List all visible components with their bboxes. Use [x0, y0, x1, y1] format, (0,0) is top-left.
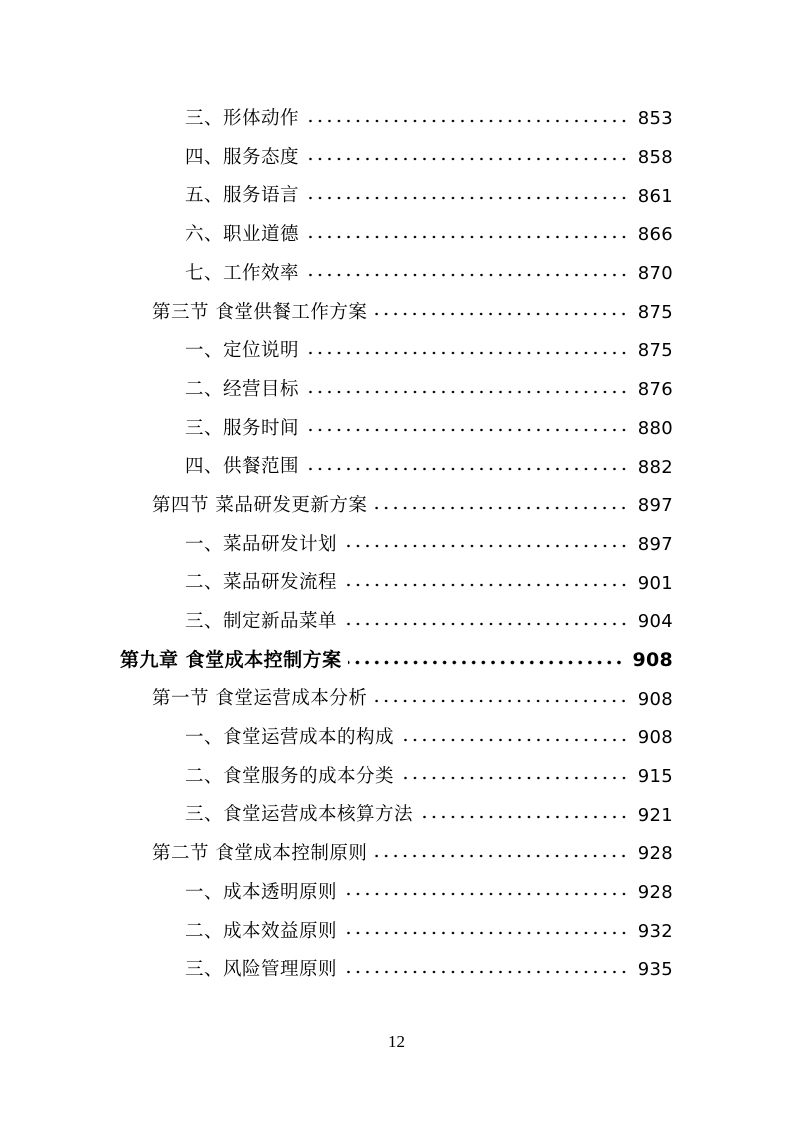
toc-entry-title: 二、菜品研发流程	[185, 572, 338, 594]
toc-entry-title: 六、职业道德	[185, 224, 300, 246]
toc-entry[interactable]	[0, 100, 793, 139]
toc-entry-page: 858	[637, 147, 673, 169]
toc-dot-leader	[373, 504, 628, 512]
toc-entry[interactable]	[0, 796, 793, 835]
toc-entry[interactable]	[0, 410, 793, 449]
toc-entry[interactable]	[0, 526, 793, 565]
toc-entry-page: 908	[632, 649, 673, 672]
toc-entry-title: 第二节 食堂成本控制原则	[152, 843, 368, 865]
toc-entry-page: 875	[637, 301, 673, 323]
toc-entry[interactable]	[0, 951, 793, 990]
toc-entry[interactable]	[0, 216, 793, 255]
toc-dot-leader	[343, 620, 629, 628]
toc-entry-page: 915	[637, 766, 673, 788]
toc-entry-page: 935	[637, 959, 673, 981]
toc-chapter-entry[interactable]	[0, 642, 793, 681]
toc-entry-title: 第一节 食堂运营成本分析	[152, 688, 368, 710]
toc-dot-leader	[400, 736, 629, 744]
toc-entry[interactable]	[0, 912, 793, 951]
toc-dot-leader	[305, 155, 629, 163]
toc-entry-title: 二、经营目标	[185, 378, 300, 400]
toc-entry-title: 三、风险管理原则	[185, 959, 338, 981]
toc-entry-title: 三、服务时间	[185, 417, 300, 439]
toc-entry[interactable]	[0, 448, 793, 487]
toc-section-entry[interactable]	[0, 835, 793, 874]
toc-entry[interactable]	[0, 255, 793, 294]
toc-entry-page: 861	[637, 185, 673, 207]
toc-entry-title: 一、定位说明	[185, 340, 300, 362]
toc-entry-title: 第四节 菜品研发更新方案	[152, 494, 368, 516]
toc-entry[interactable]	[0, 603, 793, 642]
toc-dot-leader	[305, 194, 629, 202]
toc-entry-title: 第九章 食堂成本控制方案	[120, 649, 342, 672]
toc-entry-page: 908	[637, 688, 673, 710]
toc-entry-page: 875	[637, 340, 673, 362]
toc-entry-page: 928	[637, 843, 673, 865]
toc-dot-leader	[343, 929, 629, 937]
toc-entry-title: 二、成本效益原则	[185, 920, 338, 942]
toc-entry[interactable]	[0, 758, 793, 797]
toc-entry-page: 897	[637, 495, 673, 517]
toc-entry[interactable]	[0, 139, 793, 178]
toc-entry[interactable]	[0, 177, 793, 216]
toc-dot-leader	[348, 658, 624, 666]
toc-entry-title: 第三节 食堂供餐工作方案	[152, 301, 368, 323]
toc-dot-leader	[343, 542, 629, 550]
toc-entry[interactable]	[0, 332, 793, 371]
toc-dot-leader	[373, 697, 628, 705]
toc-dot-leader	[400, 774, 629, 782]
toc-entry-title: 七、工作效率	[185, 262, 300, 284]
toc-entry[interactable]	[0, 874, 793, 913]
toc-dot-leader	[343, 890, 629, 898]
toc-entry-page: 932	[637, 920, 673, 942]
toc-dot-leader	[305, 465, 629, 473]
toc-section-entry[interactable]	[0, 680, 793, 719]
toc-entry-page: 928	[637, 882, 673, 904]
toc-entry-page: 853	[637, 108, 673, 130]
toc-dot-leader	[373, 852, 628, 860]
toc-entry-title: 四、供餐范围	[185, 456, 300, 478]
toc-entry-title: 一、成本透明原则	[185, 881, 338, 903]
toc-section-entry[interactable]	[0, 487, 793, 526]
toc-entry-page: 882	[637, 456, 673, 478]
toc-dot-leader	[343, 581, 629, 589]
toc-dot-leader	[305, 271, 629, 279]
toc-entry-page: 866	[637, 224, 673, 246]
toc-entry-page: 908	[637, 727, 673, 749]
toc-entry-title: 一、菜品研发计划	[185, 533, 338, 555]
toc-section-entry[interactable]	[0, 293, 793, 332]
toc-entry-title: 五、服务语言	[185, 185, 300, 207]
toc-entry-page: 901	[637, 572, 673, 594]
toc-entry-title: 二、食堂服务的成本分类	[185, 765, 395, 787]
toc-entry[interactable]	[0, 371, 793, 410]
toc-dot-leader	[305, 388, 629, 396]
toc-dot-leader	[343, 968, 629, 976]
toc-entry-title: 三、制定新品菜单	[185, 611, 338, 633]
toc-dot-leader	[305, 233, 629, 241]
page-number: 12	[388, 1032, 405, 1051]
toc-dot-leader	[373, 310, 628, 318]
toc-entry[interactable]	[0, 564, 793, 603]
toc-entry-title: 一、食堂运营成本的构成	[185, 727, 395, 749]
toc-entry-page: 921	[637, 804, 673, 826]
toc-entry-page: 880	[637, 417, 673, 439]
toc-entry-title: 三、形体动作	[185, 108, 300, 130]
toc-dot-leader	[305, 349, 629, 357]
toc-entry-title: 四、服务态度	[185, 146, 300, 168]
toc-entry-page: 870	[637, 263, 673, 285]
toc-entry-page: 904	[637, 611, 673, 633]
toc-entry-page: 876	[637, 379, 673, 401]
toc-dot-leader	[419, 813, 629, 821]
toc-dot-leader	[305, 117, 629, 125]
toc-entry-page: 897	[637, 533, 673, 555]
toc-entry-title: 三、食堂运营成本核算方法	[185, 804, 414, 826]
toc-dot-leader	[305, 426, 629, 434]
toc-entry[interactable]	[0, 719, 793, 758]
table-of-contents	[0, 100, 793, 990]
